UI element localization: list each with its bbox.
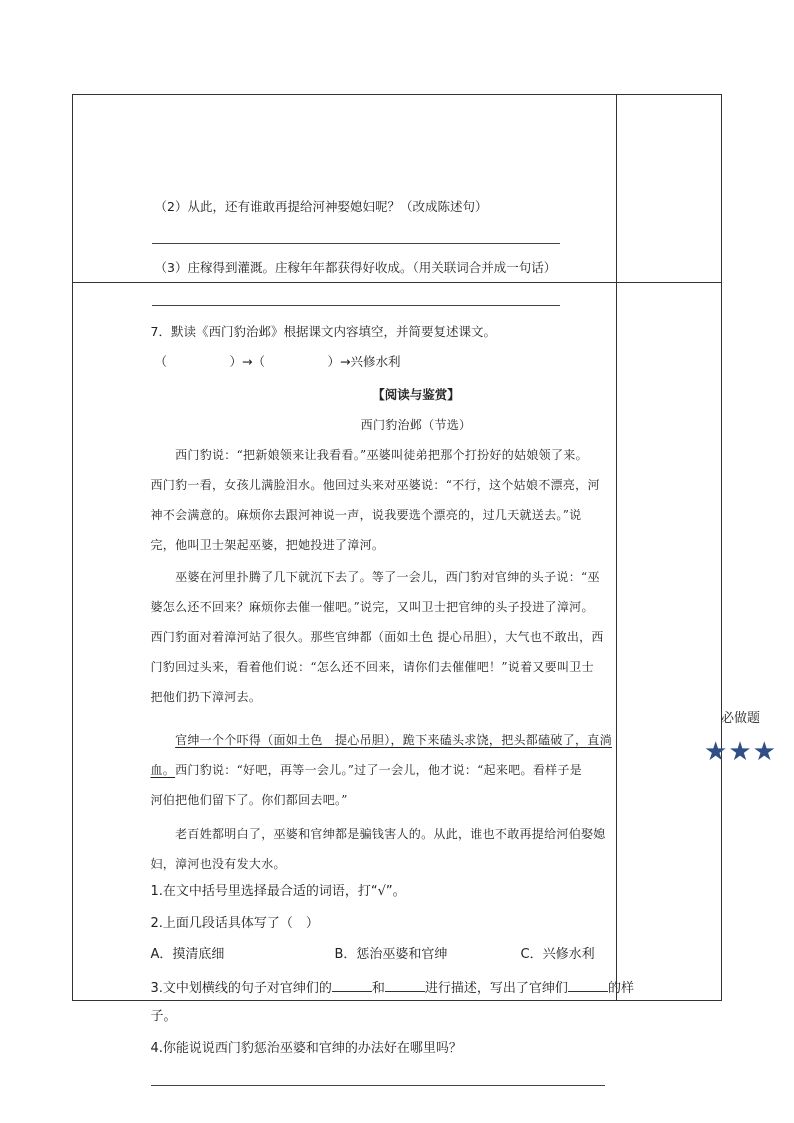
underlined-sentence: 官绅一个个吓得（面如土色 提心吊胆），跪下来磕头求饶，把头都磕破了，直淌: [175, 732, 612, 747]
question-3-text: 的样: [607, 980, 634, 996]
passage-line: 河伯把他们留下了。你们都回去吧。”: [150, 792, 348, 807]
passage-line: 把他们扔下漳河去。: [150, 689, 262, 704]
difficulty-stars-icon: ★★★: [704, 736, 777, 767]
fill-blank-1[interactable]: [332, 977, 372, 992]
top-side-cell: [617, 95, 722, 283]
passage-line: 妇，漳河也没有发大水。: [150, 856, 286, 871]
reading-row: [73, 283, 722, 1001]
passage-line: 神不会满意的。麻烦你去跟河神说一声，说我要选个漂亮的，过几天就送去。”说: [150, 507, 582, 522]
worksheet-table: [72, 94, 777, 1056]
passage-paragraph-3: [151, 725, 612, 815]
question-7-fill-blanks[interactable]: （ ）→（ ）→兴修水利: [154, 353, 401, 369]
passage-line: 西门豹说：“把新娘领来让我看看。”巫婆叫徒弟把那个打扮好的姑娘领了来。: [150, 447, 588, 462]
passage-line: [151, 755, 612, 785]
option-c[interactable]: C．兴修水利: [520, 946, 595, 962]
question-2-rewrite: （2）从此，还有谁敢再提给河神娶媳妇呢？（改成陈述句）: [154, 198, 488, 214]
answer-line-3[interactable]: [152, 305, 560, 306]
reading-cell: [73, 283, 634, 1056]
question-1-choose-word: 1.在文中括号里选择最合适的词语，打“√”。: [150, 883, 406, 899]
required-label: 必做题: [720, 710, 760, 726]
passage-line: 完，他叫卫士架起巫婆，把她投进了漳河。: [150, 537, 385, 552]
fill-blank-3[interactable]: [568, 977, 608, 992]
top-question-cell: [73, 95, 617, 369]
question-3-end: 子。: [150, 1008, 177, 1024]
passage-paragraph-1: [151, 440, 600, 560]
option-b[interactable]: B．惩治巫婆和官绅: [334, 946, 448, 962]
question-3-text: 和: [371, 980, 385, 996]
passage-paragraph-2: [151, 562, 604, 712]
section-heading: 【阅读与鉴赏】: [372, 386, 460, 402]
passage-paragraph-4: [151, 819, 606, 879]
option-a[interactable]: A．摸清底细: [150, 946, 225, 962]
question-3-text: 进行描述，写出了官绅们: [424, 980, 568, 996]
passage-line: 西门豹面对着漳河站了很久。那些官绅都（面如土色 提心吊胆），大气也不敢出，西: [150, 629, 604, 644]
question-3-combine: （3）庄稼得到灌溉。庄稼年年都获得好收成。（用关联词合并成一句话）: [154, 259, 557, 275]
question-2-content: 2.上面几段话具体写了（ ）: [150, 915, 319, 931]
passage-line: 婆怎么还不回来？麻烦你去催一催吧。”说完，又叫卫士把官绅的头子投进了漳河。: [150, 599, 594, 614]
answer-line-2[interactable]: [152, 243, 560, 244]
passage-line: 门豹回过头来，看着他们说：“怎么还不回来，请你们去催催吧！”说着又要叫卫士: [150, 659, 594, 674]
passage-title: 西门豹治邺（节选）: [360, 417, 472, 432]
answer-line-4[interactable]: [151, 1085, 605, 1086]
passage-line: 老百姓都明白了，巫婆和官绅都是骗钱害人的。从此，谁也不敢再提给河伯娶媳: [150, 826, 606, 841]
passage-line: 西门豹一看，女孩儿满脸泪水。他回过头来对巫婆说：“不行，这个姑娘不漂亮，河: [150, 477, 600, 492]
passage-line: [151, 725, 612, 755]
passage-text: 西门豹说：“好吧，再等一会儿。”过了一会儿，他才说：“起来吧。看样子是: [175, 762, 583, 777]
question-4-method: 4.你能说说西门豹惩治巫婆和官绅的办法好在哪里吗？: [150, 1040, 462, 1056]
question-3-describe: [151, 977, 634, 999]
question-3-text: 3.文中划横线的句子对官绅们的: [150, 980, 332, 996]
fill-blank-2[interactable]: [385, 977, 425, 992]
passage-line: 巫婆在河里扑腾了几下就沉下去了。等了一会儿，西门豹对官绅的头子说：“巫: [150, 569, 600, 584]
top-row: [73, 95, 722, 283]
question-7-retell: 7．默读《西门豹治邺》根据课文内容填空，并简要复述课文。: [150, 323, 496, 339]
underlined-sentence-end: 血。: [150, 762, 176, 777]
